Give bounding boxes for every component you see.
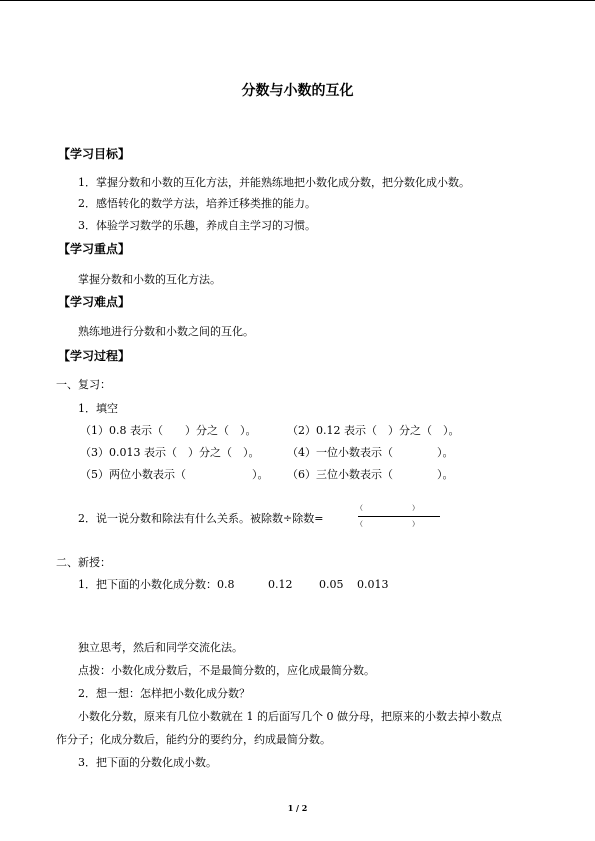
explain-line: 作分子；化成分数后，能约分的要约分，约成最简分数。: [56, 733, 331, 746]
fill-item: （6）三位小数表示（ ）。: [287, 468, 454, 481]
fraction-numerator-blank: （ ）: [356, 504, 419, 512]
convert-question: 1．把下面的小数化成分数：0.8: [78, 578, 235, 591]
method-question: 2．想一想：怎样把小数化成分数？: [78, 687, 250, 700]
key-heading: 【学习重点】: [58, 242, 131, 256]
fraction-denominator-blank: （ ）: [356, 520, 419, 528]
difficult-heading: 【学习难点】: [58, 295, 131, 309]
fraction-to-decimal-question: 3．把下面的分数化成小数。: [78, 756, 217, 769]
explain-line: 小数化分数，原来有几位小数就在 1 的后面写几个 0 做分母，把原来的小数去掉小数点: [78, 710, 502, 723]
hint-text: 点拨：小数化成分数后，不是最简分数的，应化成最简分数。: [78, 664, 375, 677]
header-rule: [0, 0, 595, 1]
fill-item: （3）0.013 表示（ ）分之（ ）。: [80, 446, 260, 459]
think-text: 独立思考，然后和同学交流化法。: [78, 641, 243, 654]
fill-label: 1．填空: [78, 402, 118, 415]
page-title: 分数与小数的互化: [241, 83, 354, 99]
fraction-bar: [358, 516, 440, 517]
fill-item: （4）一位小数表示（ ）。: [287, 446, 454, 459]
new-heading: 二、新授：: [56, 556, 111, 569]
fill-item: （2）0.12 表示（ ）分之（ ）。: [287, 424, 460, 437]
page-number: 1 / 2: [287, 803, 308, 813]
relation-question: 2．说一说分数和除法有什么关系。被除数÷除数=: [78, 512, 324, 525]
goal-item: 1．掌握分数和小数的互化方法，并能熟练地把小数化成分数，把分数化成小数。: [78, 176, 470, 189]
goal-item: 2．感悟转化的数学方法，培养迁移类推的能力。: [78, 197, 316, 210]
goal-item: 3．体验学习数学的乐趣，养成自主学习的习惯。: [78, 219, 316, 232]
review-heading: 一、复习：: [56, 378, 111, 391]
fill-item: （5）两位小数表示（ ）。: [80, 468, 269, 481]
decimal-value: 0.12: [268, 578, 293, 591]
fill-item: （1）0.8 表示（ ）分之（ ）。: [80, 424, 257, 437]
goals-heading: 【学习目标】: [58, 147, 131, 161]
process-heading: 【学习过程】: [58, 349, 131, 363]
difficult-text: 熟练地进行分数和小数之间的互化。: [78, 325, 254, 338]
decimal-value: 0.013: [357, 578, 389, 591]
key-text: 掌握分数和小数的互化方法。: [78, 273, 221, 286]
decimal-value: 0.05: [319, 578, 344, 591]
